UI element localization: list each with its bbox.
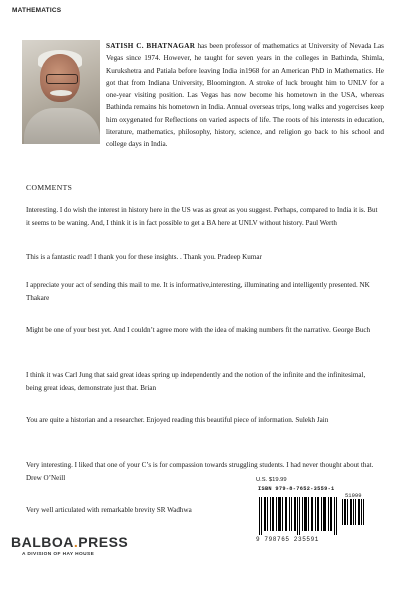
publisher-name-right: PRESS [78,534,129,550]
publisher-imprint: A DIVISION OF HAY HOUSE [22,552,95,557]
author-bio-text: has been professor of mathematics at University of Nevada Las Vegas since 1974. However, he taught for seven years in the colleges in Bathinda, Shimla, Kurukshetra and Patiala before leaving India in1968 for an American PhD in Mathematics. He got that from Indiana University, Bloomington. A stroke of luck brought him to UNLV for a one-year visiting position. Las Vegas has now become his hometown in the USA, whereas Bathinda remains his hometown in India. Annual overseas trips, long walks and yogercises keep him oxygenated for Reflections on varied aspects of life. The roots of his interests in education, literature, mathematics, philosophy, history, science, and religion go back to his school and college days in India. [106,42,384,149]
publisher-name-left: BALBOA [11,534,74,550]
comments-heading: COMMENTS [26,183,73,192]
isbn-text: ISBN 979-8-7652-3559-1 [258,486,335,492]
author-name: SATISH C. BHATNAGAR [106,42,196,50]
publisher-logo [11,534,128,550]
comment: Very interesting. I liked that one of your C’s is for compassion towards struggling students. I had never thought about that. Drew O’Neill [26,461,374,482]
comment: I think it was Carl Jung that said great ideas spring up independently and the notion of the infinite and the infinitesimal, being great ideas, demonstrate just that. Brian [26,371,366,392]
author-bio [14,40,384,151]
ean-digits: 9 798765 235591 [256,536,320,543]
category-label: MATHEMATICS [12,7,62,14]
isbn-barcode [256,486,362,544]
publisher-dot: . [73,534,79,550]
price-addon-code: 51999 [345,492,362,499]
price-label: U.S. $19.99 [256,477,287,483]
comment: You are quite a historian and a researcher. Enjoyed reading this beautiful piece of information. Sulekh Jain [26,416,329,424]
comment: Might be one of your best yet. And I couldn’t agree more with the idea of making numbers fit the narrative. George Buch [26,326,371,334]
comment: Very well articulated with remarkable brevity SR Wadhwa [26,506,192,514]
comment: Interesting. I do wish the interest in history here in the US was as great as you suggest. Perhaps, compared to India it is. But it seems to be waning. And, I think it is in fact possible to get a BA here at UNLV without history. Paul Werth [26,206,378,227]
addon-barcode-icon [342,499,364,525]
barcode-bars-icon [258,497,338,535]
comment: This is a fantastic read! I thank you for these insights. . Thank you. Pradeep Kumar [26,253,262,261]
comment: I appreciate your act of sending this mail to me. It is informative,interesting, illuminating and intelligently presented. NK Thakare [26,281,370,302]
